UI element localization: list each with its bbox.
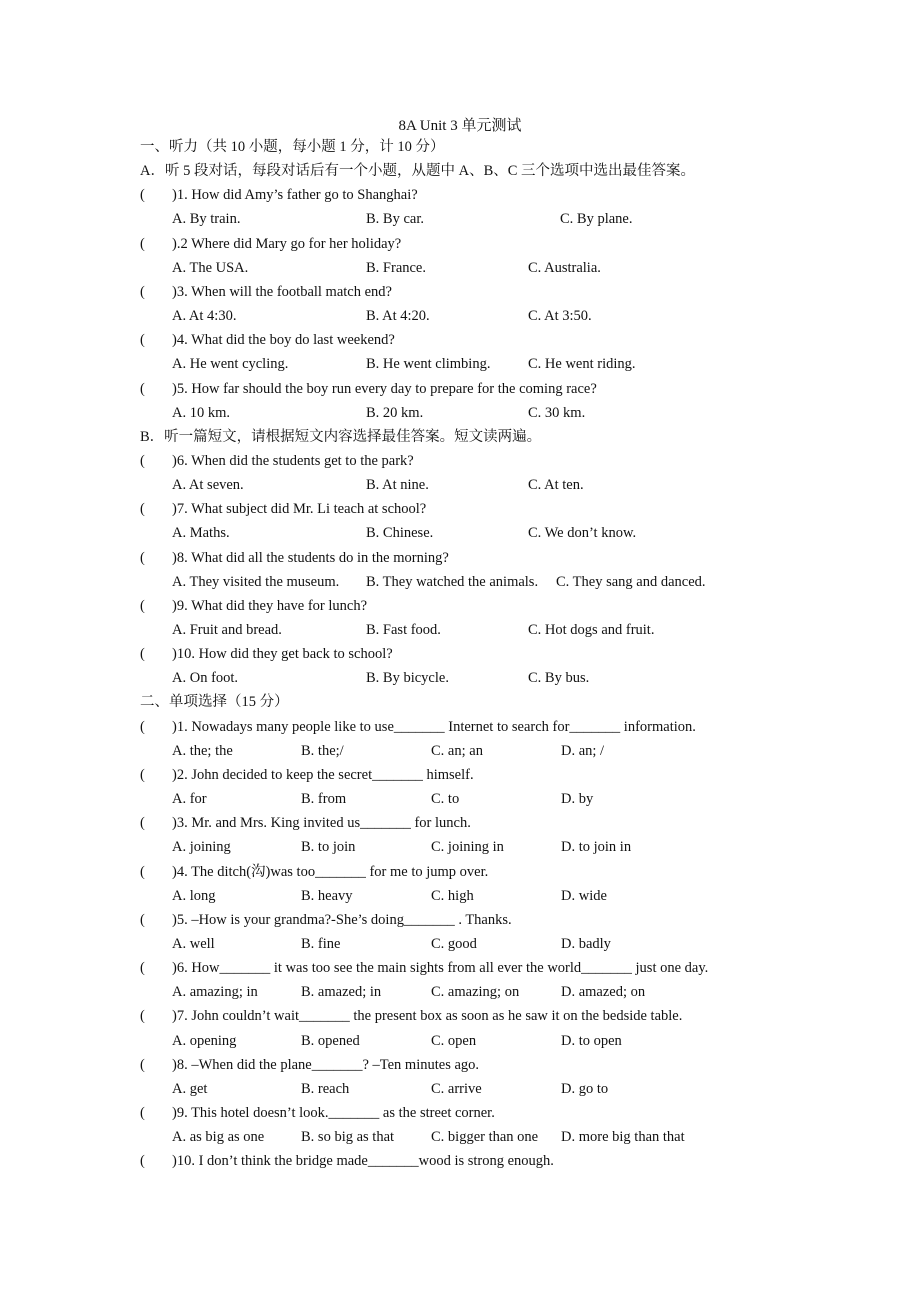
answer-bracket: ( bbox=[140, 1056, 145, 1073]
section-header-listening: 一、听力（共 10 小题，每小题 1 分，计 10 分） bbox=[140, 139, 445, 155]
option-a: A. 10 km. bbox=[172, 404, 230, 421]
question-line bbox=[140, 1151, 554, 1171]
option-a: A. At 4:30. bbox=[172, 308, 237, 325]
option-b: B. He went climbing. bbox=[366, 356, 491, 373]
question-text: )3. Mr. and Mrs. King invited us_______ for lunch. bbox=[172, 815, 471, 832]
option-a: A. the; the bbox=[172, 742, 233, 759]
answer-bracket: ( bbox=[140, 1105, 145, 1121]
option-c: C. Australia. bbox=[528, 259, 601, 276]
options-row bbox=[0, 1127, 920, 1147]
option-d: D. to join in bbox=[561, 839, 632, 856]
answer-bracket: ( bbox=[140, 766, 145, 783]
option-b: B. They watched the animals. bbox=[366, 573, 539, 590]
option-c: C. 30 km. bbox=[528, 404, 586, 421]
question-line bbox=[140, 813, 471, 833]
question-text: )6. How_______ it was too see the main sights from all ever the world_______ just one day. bbox=[172, 960, 709, 977]
question-line bbox=[140, 596, 367, 616]
question-line bbox=[140, 717, 696, 737]
question-line bbox=[140, 765, 474, 785]
option-b: B. At nine. bbox=[366, 477, 429, 494]
option-c: C. amazing; on bbox=[431, 984, 520, 1001]
options-row bbox=[0, 620, 920, 640]
option-d: D. amazed; on bbox=[561, 984, 646, 1001]
answer-bracket: ( bbox=[140, 1153, 145, 1170]
options-row bbox=[0, 741, 920, 761]
answer-bracket: ( bbox=[140, 960, 145, 977]
option-a: A. On foot. bbox=[172, 670, 239, 687]
answer-bracket: ( bbox=[140, 911, 145, 928]
answer-bracket: ( bbox=[140, 235, 145, 252]
option-b: B. Chinese. bbox=[366, 525, 434, 542]
answer-bracket: ( bbox=[140, 718, 145, 735]
question-text: )10. How did they get back to school? bbox=[172, 646, 393, 663]
option-c: C. They sang and danced. bbox=[556, 573, 706, 590]
options-row bbox=[0, 572, 920, 592]
question-line bbox=[140, 234, 401, 254]
option-a: A. get bbox=[172, 1080, 208, 1097]
option-d: D. by bbox=[561, 791, 594, 808]
answer-bracket: ( bbox=[140, 283, 145, 300]
option-a: A. joining bbox=[172, 839, 231, 856]
question-line bbox=[140, 548, 449, 568]
option-d: D. an; / bbox=[561, 742, 605, 759]
question-line bbox=[140, 1103, 495, 1123]
option-b: B. By car. bbox=[366, 211, 424, 228]
option-a: A. At seven. bbox=[172, 477, 244, 494]
option-c: C. At ten. bbox=[528, 477, 584, 494]
option-c: C. By bus. bbox=[528, 670, 590, 687]
option-a: A. The USA. bbox=[172, 259, 249, 276]
option-b: B. France. bbox=[366, 259, 426, 276]
option-c: C. high bbox=[431, 887, 474, 904]
answer-bracket: ( bbox=[140, 332, 145, 349]
option-c: C. At 3:50. bbox=[528, 308, 592, 325]
answer-bracket: ( bbox=[140, 380, 145, 397]
question-line bbox=[140, 910, 512, 930]
option-b: B. fine bbox=[301, 935, 341, 952]
question-text: )10. I don’t think the bridge made_______wood is strong enough. bbox=[172, 1153, 554, 1170]
options-row bbox=[0, 789, 920, 809]
option-c: C. to bbox=[431, 791, 460, 808]
option-a: A. They visited the museum. bbox=[172, 573, 340, 590]
question-line bbox=[140, 499, 426, 519]
option-b: B. opened bbox=[301, 1032, 360, 1049]
option-a: A. He went cycling. bbox=[172, 356, 289, 373]
option-b: B. so big as that bbox=[301, 1129, 395, 1146]
part-b-instruction: B．听一篇短文，请根据短文内容选择最佳答案。短文读两遍。 bbox=[140, 428, 542, 445]
option-d: D. more big than that bbox=[561, 1129, 685, 1146]
option-a: A. opening bbox=[172, 1032, 237, 1049]
question-text: )4. The ditch(沟)was too_______ for me to jump over. bbox=[172, 863, 489, 880]
options-row bbox=[0, 982, 920, 1002]
option-b: B. from bbox=[301, 791, 347, 808]
answer-bracket: ( bbox=[140, 1008, 145, 1025]
question-line bbox=[140, 330, 395, 350]
options-row bbox=[0, 209, 920, 229]
question-line bbox=[140, 958, 708, 978]
option-c: C. good bbox=[431, 935, 477, 952]
question-line bbox=[140, 282, 392, 302]
option-c: C. By plane. bbox=[560, 211, 633, 228]
options-row bbox=[0, 886, 920, 906]
question-text: )8. –When did the plane_______? –Ten minutes ago. bbox=[172, 1056, 480, 1073]
answer-bracket: ( bbox=[140, 501, 145, 518]
options-row bbox=[0, 403, 920, 423]
option-c: C. He went riding. bbox=[528, 356, 636, 373]
question-text: )1. How did Amy’s father go to Shanghai? bbox=[172, 187, 418, 204]
option-b: B. reach bbox=[301, 1080, 350, 1097]
question-text: )6. When did the students get to the park? bbox=[172, 452, 414, 469]
options-row bbox=[0, 1031, 920, 1051]
option-a: A. well bbox=[172, 935, 215, 952]
question-text: )5. –How is your grandma?-She’s doing_______ . Thanks. bbox=[172, 911, 512, 928]
question-text: )1. Nowadays many people like to use_______ Internet to search for_______ information. bbox=[172, 718, 696, 735]
answer-bracket: ( bbox=[140, 815, 145, 832]
option-a: A. for bbox=[172, 791, 207, 808]
answer-bracket: ( bbox=[140, 597, 145, 614]
options-row bbox=[0, 258, 920, 278]
section-header-multiple-choice: 二、单项选择（15 分） bbox=[140, 694, 289, 711]
question-text: )9. What did they have for lunch? bbox=[172, 597, 368, 614]
page-title: 8A Unit 3 单元测试 bbox=[398, 118, 522, 134]
question-text: ).2 Where did Mary go for her holiday? bbox=[172, 235, 402, 252]
question-line bbox=[140, 1006, 682, 1026]
question-text: )2. John decided to keep the secret_______ himself. bbox=[172, 766, 474, 783]
question-line bbox=[140, 862, 488, 882]
option-a: A. Maths. bbox=[172, 525, 230, 542]
question-text: )7. What subject did Mr. Li teach at school? bbox=[172, 501, 427, 518]
option-c: C. joining in bbox=[431, 839, 504, 856]
answer-bracket: ( bbox=[140, 452, 145, 469]
question-line bbox=[140, 185, 418, 205]
option-b: B. the;/ bbox=[301, 742, 344, 759]
question-text: )7. John couldn’t wait_______ the present box as soon as he saw it on the bedside table. bbox=[172, 1008, 683, 1025]
question-text: )8. What did all the students do in the morning? bbox=[172, 549, 449, 566]
options-row bbox=[0, 837, 920, 857]
answer-bracket: ( bbox=[140, 863, 145, 880]
answer-bracket: ( bbox=[140, 187, 145, 204]
option-b: B. amazed; in bbox=[301, 984, 382, 1001]
option-a: A. By train. bbox=[172, 211, 241, 228]
option-a: A. as big as one bbox=[172, 1129, 265, 1146]
options-row bbox=[0, 306, 920, 326]
question-line bbox=[140, 644, 393, 664]
option-b: B. to join bbox=[301, 839, 356, 856]
part-a-instruction: A．听 5 段对话，每段对话后有一个小题，从题中 A、B、C 三个选项中选出最佳答案。 bbox=[140, 163, 696, 180]
options-row bbox=[0, 354, 920, 374]
question-text: )9. This hotel doesn’t look._______ as the street corner. bbox=[172, 1105, 495, 1121]
question-text: )4. What did the boy do last weekend? bbox=[172, 332, 395, 349]
answer-bracket: ( bbox=[140, 549, 145, 566]
options-row bbox=[0, 523, 920, 543]
option-d: D. to open bbox=[561, 1032, 622, 1049]
options-row bbox=[0, 475, 920, 495]
options-row bbox=[0, 934, 920, 954]
option-b: B. 20 km. bbox=[366, 404, 424, 421]
option-d: D. badly bbox=[561, 935, 611, 952]
option-b: B. At 4:20. bbox=[366, 308, 430, 325]
question-line bbox=[140, 379, 597, 399]
question-line bbox=[140, 451, 414, 471]
option-b: B. Fast food. bbox=[366, 622, 441, 638]
option-a: A. Fruit and bread. bbox=[172, 622, 282, 638]
option-a: A. amazing; in bbox=[172, 984, 258, 1001]
answer-bracket: ( bbox=[140, 646, 145, 663]
option-c: C. arrive bbox=[431, 1080, 482, 1097]
option-c: C. We don’t know. bbox=[528, 525, 637, 542]
question-text: )5. How far should the boy run every day to prepare for the coming race? bbox=[172, 380, 597, 397]
option-d: D. wide bbox=[561, 887, 607, 904]
question-line bbox=[140, 1055, 479, 1075]
options-row bbox=[0, 668, 920, 688]
option-d: D. go to bbox=[561, 1080, 609, 1097]
option-c: C. an; an bbox=[431, 742, 483, 759]
option-c: C. bigger than one bbox=[431, 1129, 539, 1146]
option-b: B. heavy bbox=[301, 887, 353, 904]
options-row bbox=[0, 1079, 920, 1099]
option-c: C. Hot dogs and fruit. bbox=[528, 622, 655, 638]
question-text: )3. When will the football match end? bbox=[172, 283, 392, 300]
option-a: A. long bbox=[172, 887, 216, 904]
option-c: C. open bbox=[431, 1032, 477, 1049]
option-b: B. By bicycle. bbox=[366, 670, 449, 687]
